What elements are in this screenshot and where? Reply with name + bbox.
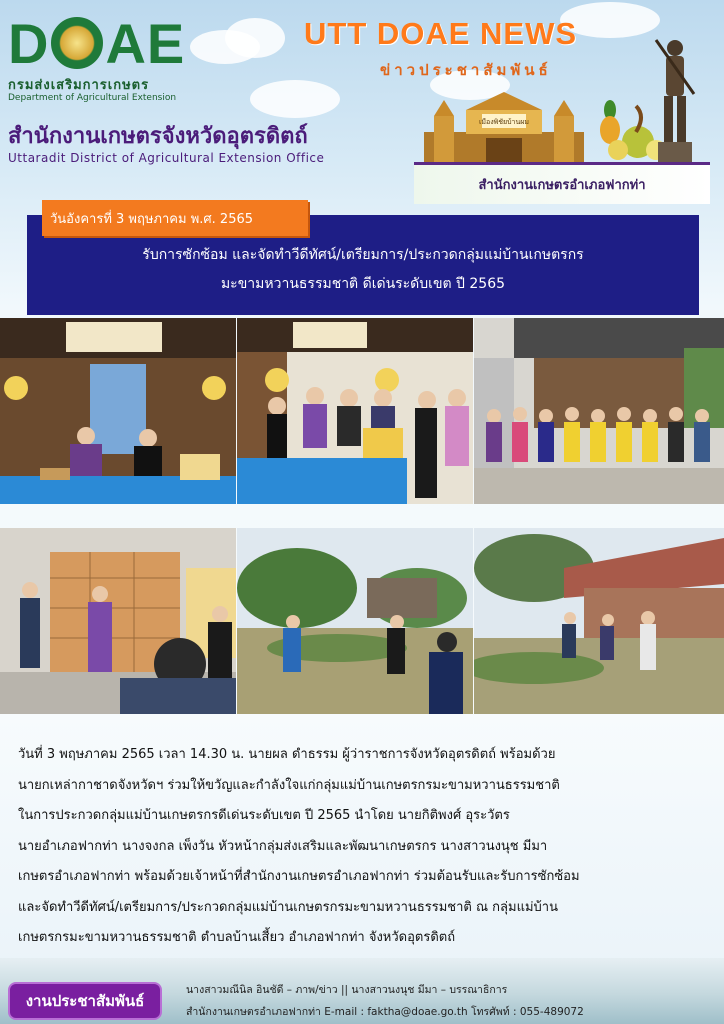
logo-thai-name: กรมส่งเสริมการเกษตร: [8, 78, 150, 93]
office-title-thai: สำนักงานเกษตรจังหวัดอุตรดิตถ์: [8, 124, 308, 149]
cloud-decoration: [250, 80, 340, 118]
article-body: [18, 740, 708, 954]
photo-warehouse-boxes: [0, 528, 236, 714]
headline-line-1: รับการซักซ้อม และจัดทำวีดีทัศน์/เตรียมการ/ประกวดกลุ่มแม่บ้านเกษตรกร: [142, 247, 584, 263]
photo-village-houses: [474, 528, 724, 714]
credit-line: นางสาวมณีนิล อินชัดี – ภาพ/ข่าว || นางสาวนงนุช มีมา – บรรณาธิการ: [186, 984, 508, 996]
photo-farm-field: [237, 528, 473, 714]
photo-meeting-table: [0, 318, 236, 504]
body-line: นายอำเภอฟากท่า นางจงกล เพ็งวัน หัวหน้ากลุ่มส่งเสริมและพัฒนาเกษตรกร นางสาวนงนุช มีมา: [18, 838, 548, 854]
logo-letter-d: D: [8, 11, 50, 75]
body-line: และจัดทำวีดีทัศน์/เตรียมการ/ประกวดกลุ่มแม่บ้านเกษตรกรมะขามหวานธรรมชาติ ณ กลุ่มแม่บ้าน: [18, 899, 558, 915]
date-tag: วันอังคารที่ 3 พฤษภาคม พ.ศ. 2565: [42, 200, 308, 236]
contact-line: สำนักงานเกษตรอำเภอฟากท่า E-mail : faktha@doae.go.th โทรศัพท์ : 055-489072: [186, 1006, 584, 1018]
cloud-decoration: [225, 18, 285, 58]
photo-group-portrait: [474, 318, 724, 504]
district-office-banner: สำนักงานเกษตรอำเภอฟากท่า: [414, 162, 710, 204]
logo-letters-ae: AE: [105, 11, 186, 75]
body-line: เกษตรกรมะขามหวานธรรมชาติ ตำบลบ้านเสี้ยว อำเภอฟากท่า จังหวัดอุตรดิตถ์: [18, 930, 456, 945]
news-title: UTT DOAE NEWS: [304, 16, 578, 51]
office-title-english: Uttaradit District of Agricultural Extension Office: [8, 151, 325, 165]
city-gate-illustration: [424, 92, 584, 164]
body-line: วันที่ 3 พฤษภาคม 2565 เวลา 14.30 น. นายผล ดำธรรม ผู้ว่าราชการจังหวัดอุตรดิตถ์ พร้อมด้วย: [18, 747, 556, 762]
warrior-statue-illustration: [650, 34, 700, 162]
logo-english-name: Department of Agricultural Extension: [8, 93, 177, 103]
logo-emblem: [51, 17, 103, 69]
news-subtitle: ข่าวประชาสัมพันธ์: [380, 61, 552, 79]
body-line: นายกเหล่ากาชาดจังหวัดฯ ร่วมให้ขวัญและกำลังใจแก่กลุ่มแม่บ้านเกษตรกรมะขามหวานธรรมชาติ: [18, 777, 560, 793]
photo-product-display: [237, 318, 473, 504]
body-line: ในการประกวดกลุ่มแม่บ้านเกษตรกรดีเด่นระดับเขต ปี 2565 นำโดย นายกิติพงศ์ อุระวัตร: [18, 808, 510, 823]
pr-department-tag: งานประชาสัมพันธ์: [8, 982, 162, 1020]
body-line: เกษตรอำเภอฟากท่า พร้อมด้วยเจ้าหน้าที่สำนักงานเกษตรอำเภอฟากท่า ร่วมต้อนรับและรับการซักซ้อม: [18, 869, 580, 884]
doae-logo: [8, 11, 186, 75]
headline-line-2: มะขามหวานธรรมชาติ ดีเด่นระดับเขต ปี 2565: [220, 276, 506, 292]
gate-sign-text: เมืองพิชัยบ้านผม: [479, 118, 529, 126]
